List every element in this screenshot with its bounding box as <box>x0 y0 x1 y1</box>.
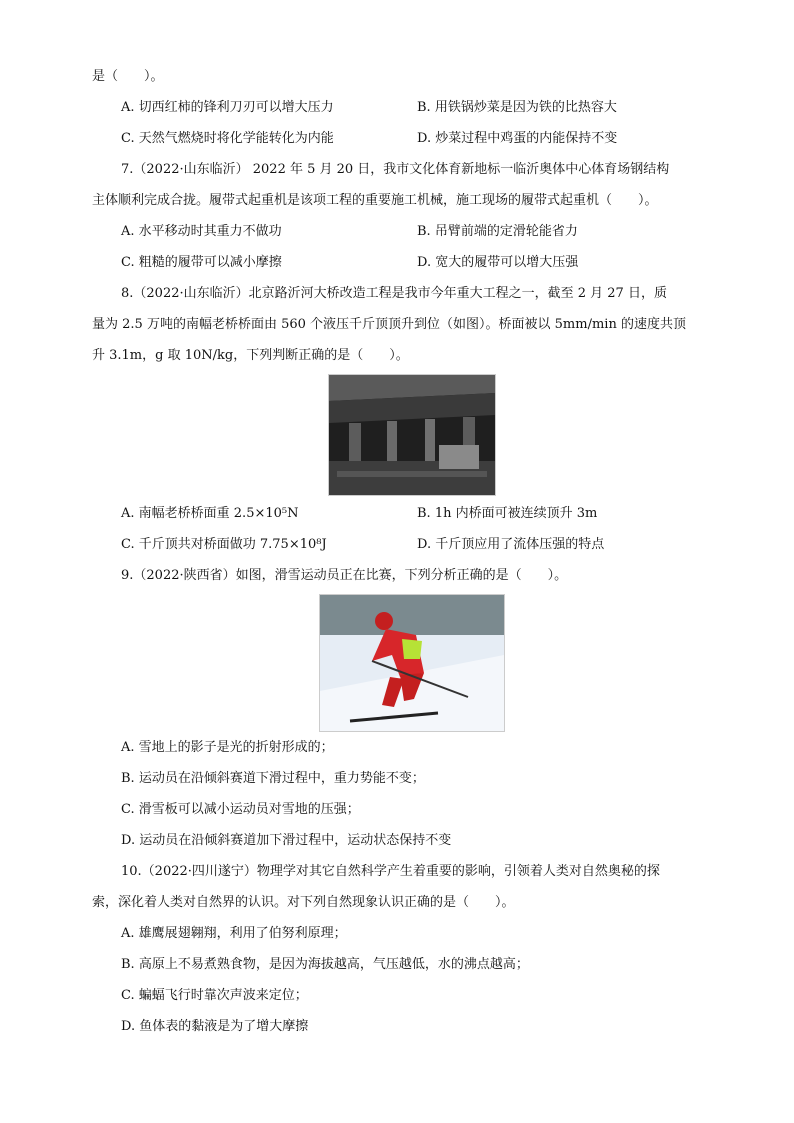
text-line: B. 1h 内桥面可被连续顶升 3m <box>417 506 598 521</box>
text-line: C. 滑雪板可以减小运动员对雪地的压强； <box>121 802 360 817</box>
text-line: C. 蝙蝠飞行时靠次声波来定位； <box>121 988 308 1003</box>
text-line: D. 运动员在沿倾斜赛道加下滑过程中，运动状态保持不变 <box>121 833 452 848</box>
bridge-photo <box>328 374 496 496</box>
text-line: A. 南幅老桥桥面重 2.5×10⁵N <box>121 506 299 521</box>
text-line: 量为 2.5 万吨的南幅老桥桥面由 560 个液压千斤顶顶升到位（如图）。桥面被以 5mm/min 的速度共顶 <box>92 317 686 332</box>
text-line: 10.（2022·四川遂宁）物理学对其它自然科学产生着重要的影响，引领着人类对自然奥秘的探 <box>121 864 660 879</box>
text-line: 7.（2022·山东临沂） 2022 年 5 月 20 日，我市文化体育新地标一临沂奥体中心体育场钢结构 <box>121 162 670 177</box>
text-line: D. 千斤顶应用了流体压强的特点 <box>417 537 605 552</box>
text-line: A. 切西红柿的锋利刀刃可以增大压力 <box>121 100 334 115</box>
text-line: C. 天然气燃烧时将化学能转化为内能 <box>121 131 334 146</box>
text-line: 8.（2022·山东临沂）北京路沂河大桥改造工程是我市今年重大工程之一，截至 2 月 27 日，质 <box>121 286 667 301</box>
text-line: 主体顺利完成合拢。履带式起重机是该项工程的重要施工机械，施工现场的履带式起重机（ ）。 <box>92 193 658 208</box>
text-line: 9.（2022·陕西省）如图，滑雪运动员正在比赛，下列分析正确的是（ ）。 <box>121 568 568 583</box>
text-line: 升 3.1m，g 取 10N/kg，下列判断正确的是（ ）。 <box>92 348 409 363</box>
text-line: C. 千斤顶共对桥面做功 7.75×10⁸J <box>121 537 327 552</box>
text-line: C. 粗糙的履带可以减小摩擦 <box>121 255 282 270</box>
skier-photo <box>319 594 505 732</box>
text-line: B. 用铁锅炒菜是因为铁的比热容大 <box>417 100 617 115</box>
text-line: 索，深化着人类对自然界的认识。对下列自然现象认识正确的是（ ）。 <box>92 895 515 910</box>
text-line: D. 鱼体表的黏液是为了增大摩擦 <box>121 1019 309 1034</box>
text-line: A. 雄鹰展翅翱翔，利用了伯努利原理； <box>121 926 347 941</box>
text-line: A. 雪地上的影子是光的折射形成的； <box>121 740 334 755</box>
text-line: A. 水平移动时其重力不做功 <box>121 224 282 239</box>
text-line: D. 宽大的履带可以增大压强 <box>417 255 579 270</box>
text-line: D. 炒菜过程中鸡蛋的内能保持不变 <box>417 131 618 146</box>
text-line: 是（ ）。 <box>92 69 164 84</box>
text-line: B. 高原上不易煮熟食物，是因为海拔越高，气压越低，水的沸点越高； <box>121 957 529 972</box>
text-line: B. 运动员在沿倾斜赛道下滑过程中，重力势能不变； <box>121 771 425 786</box>
text-line: B. 吊臂前端的定滑轮能省力 <box>417 224 578 239</box>
